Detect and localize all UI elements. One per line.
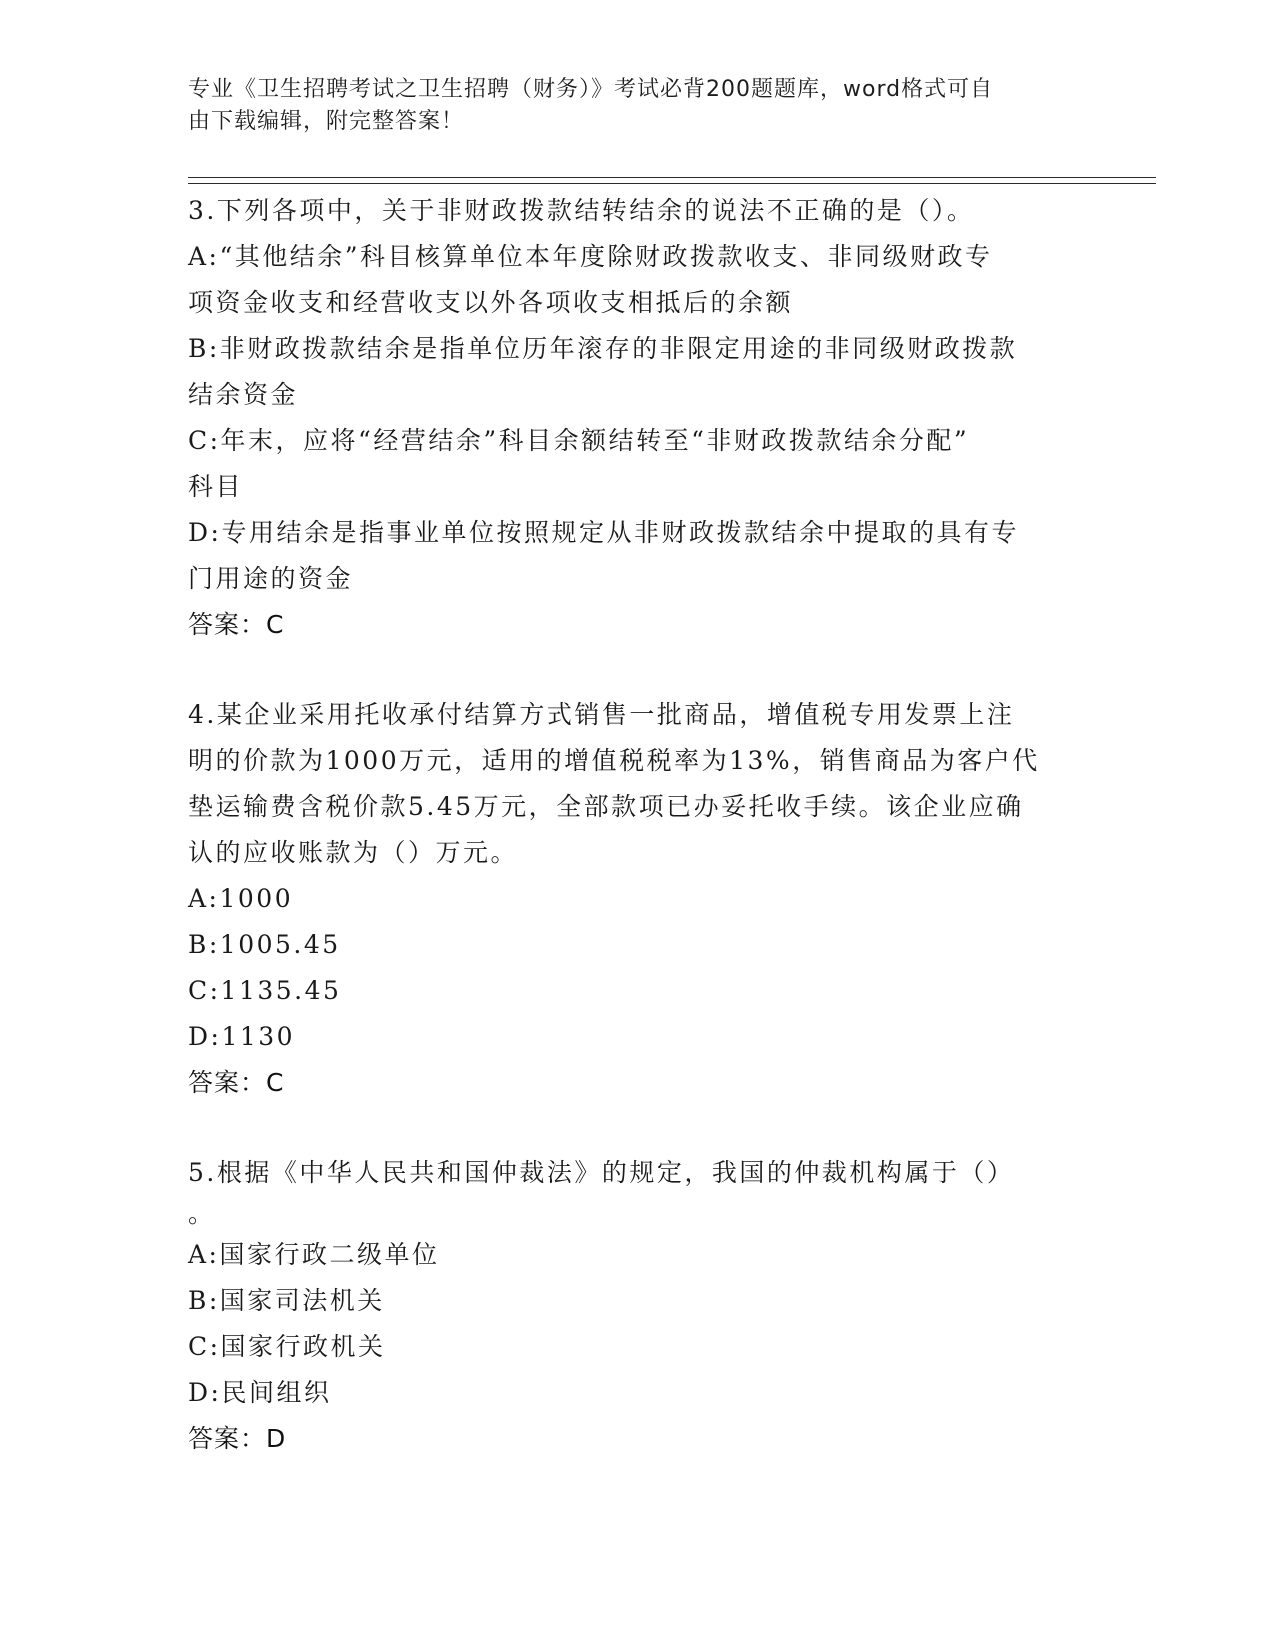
option-d [188, 510, 1088, 602]
answer-label: 答案：D [188, 1424, 287, 1453]
option-a [188, 234, 1088, 326]
question-stem-line: 认的应收账款为（）万元。 [188, 838, 519, 867]
option-line: D:专用结余是指事业单位按照规定从非财政拨款结余中提取的具有专 [188, 518, 1019, 547]
option-line: 结余资金 [188, 380, 299, 409]
option-line: 科目 [188, 472, 244, 501]
question-stem-line: 5.根据《中华人民共和国仲裁法》的规定，我国的仲裁机构属于（） [188, 1158, 1015, 1187]
answer-label: 答案：C [188, 1068, 285, 1097]
header-divider-bottom [188, 183, 1156, 184]
document-header [188, 74, 1068, 138]
option-c: C:1135.45 [188, 976, 342, 1005]
option-line: B:非财政拨款结余是指单位历年滚存的非限定用途的非同级财政拨款 [188, 334, 1018, 363]
question-stem-line: 垫运输费含税价款5.45万元，全部款项已办妥托收手续。该企业应确 [188, 792, 1024, 821]
option-b: B:国家司法机关 [188, 1286, 385, 1315]
option-a: A:1000 [188, 884, 294, 913]
option-line: C:年末，应将“经营结余”科目余额结转至“非财政拨款结余分配” [188, 426, 970, 455]
option-b: B:1005.45 [188, 930, 341, 959]
question-stem-line: 3.下列各项中，关于非财政拨款结转结余的说法不正确的是（）。 [188, 196, 975, 225]
header-line-2: 由下载编辑，附完整答案！ [188, 109, 465, 134]
question-3 [188, 188, 1088, 648]
question-stem-line: 。 [188, 1199, 216, 1228]
question-4 [188, 692, 1088, 1106]
header-line-1: 专业《卫生招聘考试之卫生招聘（财务）》考试必背200题题库，word格式可自 [188, 77, 994, 102]
answer-label: 答案：C [188, 610, 285, 639]
question-5 [188, 1150, 1088, 1462]
header-divider-top [188, 177, 1156, 178]
option-b [188, 326, 1088, 418]
option-line: A:“其他结余”科目核算单位本年度除财政拨款收支、非同级财政专 [188, 242, 993, 271]
option-line: 门用途的资金 [188, 564, 354, 593]
option-c [188, 418, 1088, 510]
question-stem-line: 明的价款为1000万元，适用的增值税税率为13%，销售商品为客户代 [188, 746, 1040, 775]
option-c: C:国家行政机关 [188, 1332, 386, 1361]
option-d: D:民间组织 [188, 1378, 332, 1407]
option-line: 项资金收支和经营收支以外各项收支相抵后的余额 [188, 288, 794, 317]
option-a: A:国家行政二级单位 [188, 1240, 440, 1269]
question-stem-line: 4.某企业采用托收承付结算方式销售一批商品，增值税专用发票上注 [188, 700, 1015, 729]
question-list [188, 188, 1088, 1506]
option-d: D:1130 [188, 1022, 296, 1051]
